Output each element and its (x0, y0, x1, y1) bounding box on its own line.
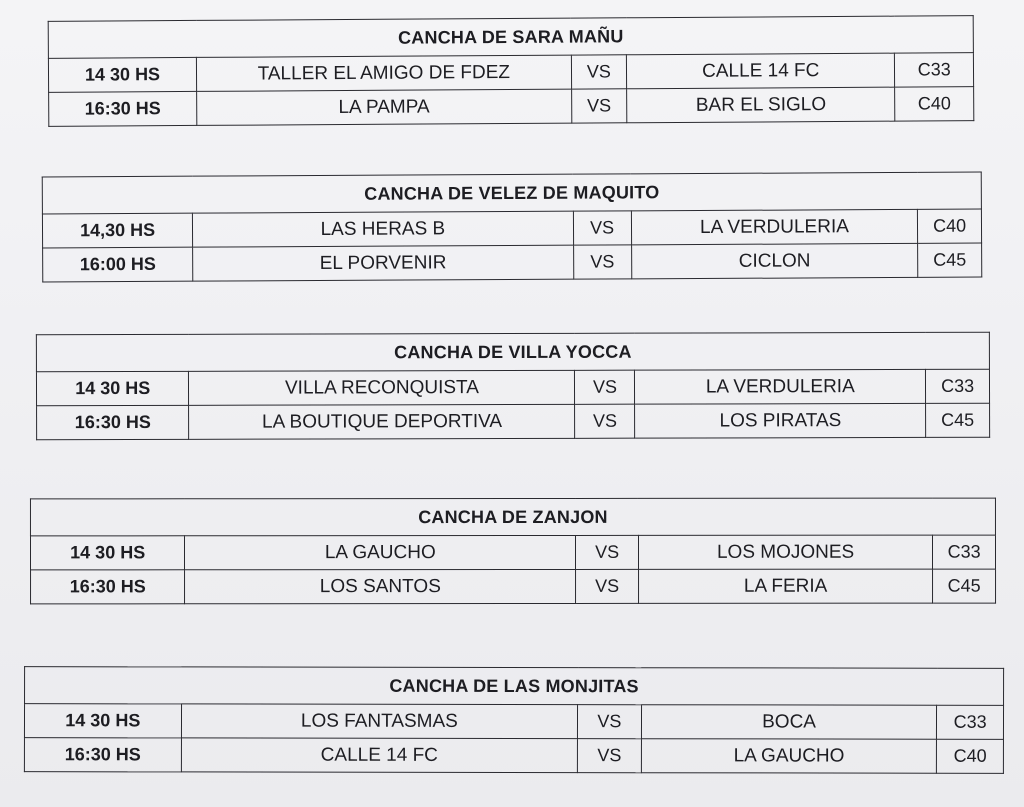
match-time: 14 30 HS (24, 704, 181, 738)
venue-table-velez-de-maquito (42, 172, 983, 283)
venue-title: CANCHA DE SARA MAÑU (48, 16, 973, 59)
match-time: 14 30 HS (48, 57, 196, 92)
away-team: BAR EL SIGLO (627, 87, 895, 123)
match-time: 16:30 HS (31, 570, 185, 604)
venue-title: CANCHA DE ZANJON (30, 498, 995, 536)
home-team: LOS SANTOS (185, 569, 576, 603)
away-team: LA GAUCHO (641, 739, 937, 774)
home-team: LA BOUTIQUE DEPORTIVA (189, 404, 575, 439)
match-time: 16:30 HS (49, 91, 197, 126)
venue-table-villa-yocca (36, 332, 990, 440)
match-time: 14 30 HS (36, 371, 189, 405)
match-row (42, 209, 981, 248)
match-row (49, 87, 974, 127)
category-label: C33 (895, 53, 974, 87)
venue-table-sara-manu (48, 15, 975, 127)
vs-label: VS (575, 370, 635, 404)
vs-label: VS (571, 89, 627, 123)
away-team: CICLON (631, 243, 918, 278)
venue-title: CANCHA DE VELEZ DE MAQUITO (42, 172, 981, 214)
match-time: 16:30 HS (37, 405, 190, 439)
category-label: C33 (937, 705, 1004, 739)
home-team: VILLA RECONQUISTA (189, 370, 575, 405)
match-row (24, 738, 1003, 774)
vs-label: VS (578, 739, 642, 773)
vs-label: VS (576, 569, 639, 603)
match-row (48, 53, 973, 93)
category-label: C40 (918, 209, 982, 243)
category-label: C33 (933, 535, 996, 569)
venue-table-zanjon (30, 498, 996, 605)
vs-label: VS (573, 211, 631, 245)
home-team: LOS FANTASMAS (181, 704, 578, 739)
home-team: LA PAMPA (197, 89, 572, 125)
category-label: C40 (937, 739, 1004, 773)
match-row (37, 403, 990, 439)
away-team: BOCA (641, 705, 937, 740)
category-label: C45 (918, 243, 982, 277)
match-time: 16:30 HS (24, 738, 181, 772)
venue-title: CANCHA DE VILLA YOCCA (36, 332, 989, 371)
home-team: TALLER EL AMIGO DE FDEZ (196, 55, 571, 91)
match-row (36, 369, 989, 405)
away-team: LA VERDULERIA (631, 209, 918, 244)
venue-title: CANCHA DE LAS MONJITAS (25, 667, 1004, 706)
vs-label: VS (575, 404, 635, 438)
vs-label: VS (578, 705, 642, 739)
match-time: 14 30 HS (30, 536, 184, 570)
vs-label: VS (576, 535, 639, 569)
home-team: EL PORVENIR (193, 245, 573, 281)
match-time: 16:00 HS (43, 247, 193, 282)
category-label: C45 (933, 569, 996, 603)
home-team: LA GAUCHO (185, 535, 576, 569)
away-team: LA FERIA (638, 569, 932, 603)
category-label: C33 (926, 369, 990, 403)
home-team: CALLE 14 FC (181, 738, 578, 773)
away-team: LOS MOJONES (638, 535, 932, 569)
vs-label: VS (571, 55, 627, 89)
venue-table-las-monjitas (24, 666, 1004, 774)
category-label: C45 (926, 403, 990, 437)
away-team: CALLE 14 FC (627, 53, 895, 89)
match-row (31, 569, 996, 604)
match-row (30, 535, 995, 570)
away-team: LA VERDULERIA (635, 369, 926, 404)
home-team: LAS HERAS B (193, 211, 573, 247)
match-row (43, 243, 982, 282)
match-time: 14,30 HS (42, 213, 192, 248)
away-team: LOS PIRATAS (635, 403, 926, 438)
category-label: C40 (895, 87, 974, 121)
match-row (24, 704, 1003, 740)
vs-label: VS (573, 245, 631, 279)
